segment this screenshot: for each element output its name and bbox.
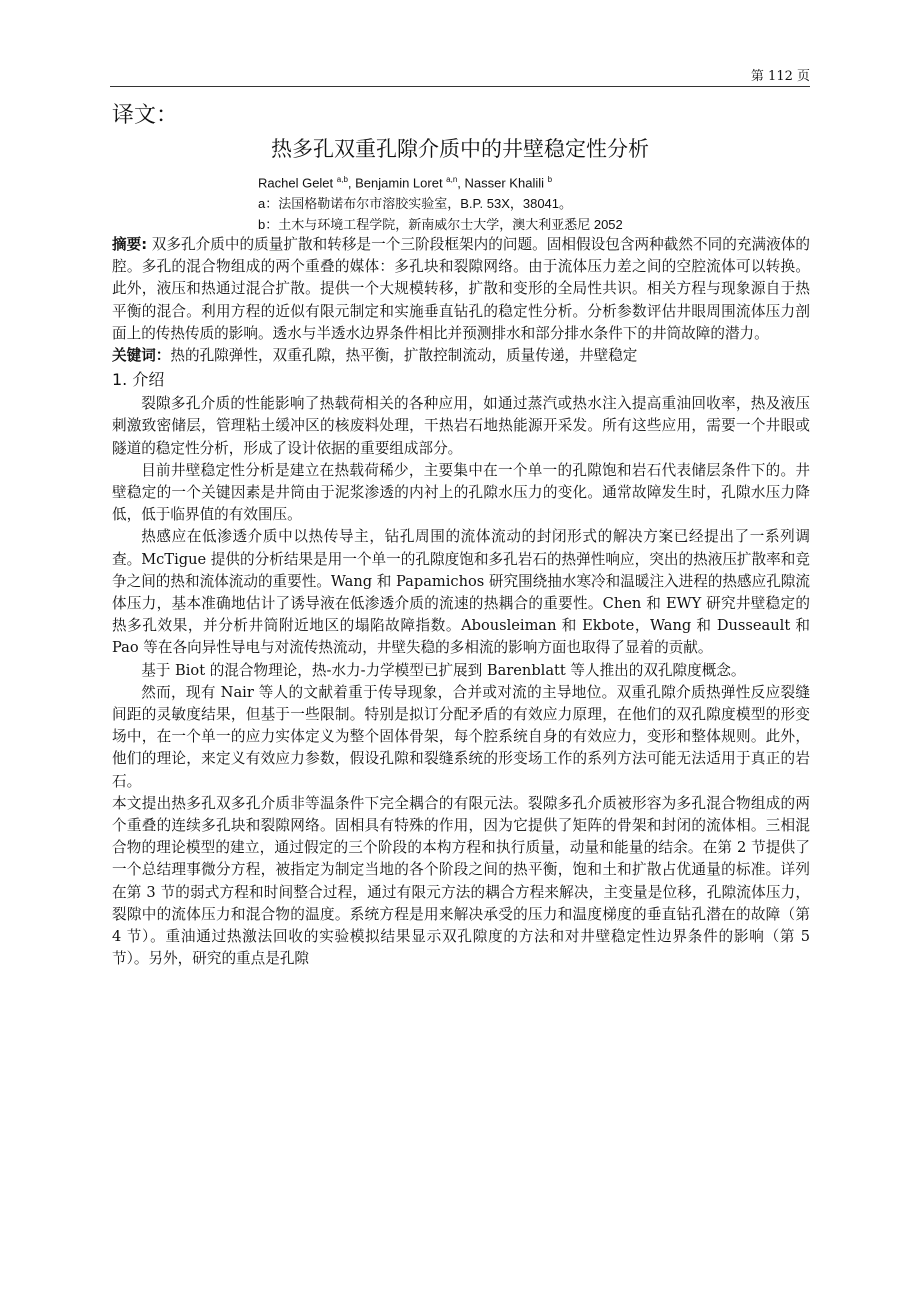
page-number: 第 112 页 [750, 69, 810, 84]
author-name: , Benjamin Loret [347, 175, 447, 191]
abstract-text: 双多孔介质中的质量扩散和转移是一个三阶段框架内的问题。固相假设包含两种截然不同的充满液体的腔。多孔的混合物组成的两个重叠的媒体：多孔块和裂隙网络。由于流体压力差之间的空腔流体可以转换。此外，液压和热通过混合扩散。提供一个大规模转移，扩散和变形的全局性共识。相关方程与现象源自于热平衡的混合。利用方程的近似有限元制定和实施垂直钻孔的稳定性分析。分析参数评估井眼周围流体压力剖面上的传热传质的影响。透水与半透水边界条件相比并预测排水和部分排水条件下的井筒故障的潜力。 [112, 236, 810, 342]
body-paragraph: 裂隙多孔介质的性能影响了热载荷相关的各种应用，如通过蒸汽或热水注入提高重油回收率，热及液压刺激致密储层，管理粘土缓冲区的核废料处理，干热岩石地热能源开采发。所有这些应用，需要一个井眼或隧道的稳定性分析，形成了设计依据的重要组成部分。 [112, 395, 810, 457]
author-line [258, 169, 818, 193]
author-name: , Nasser Khalili [457, 175, 548, 191]
page-header [110, 62, 810, 87]
abstract-paragraph [112, 234, 810, 345]
translation-label: 译文： [112, 103, 179, 128]
keywords-paragraph [112, 345, 810, 367]
section-heading: 1. 介绍 [112, 370, 165, 390]
body-text [112, 234, 810, 971]
author-affiliation-marker: b [547, 175, 553, 184]
author-affiliation-marker: a,n [446, 175, 458, 184]
author-affiliation-marker: a,b [336, 175, 348, 184]
body-paragraph: 本文提出热多孔双多孔介质非等温条件下完全耦合的有限元法。裂隙多孔介质被形容为多孔混合物组成的两个重叠的连续多孔块和裂隙网络。固相具有特殊的作用，因为它提供了矩阵的骨架和封闭的流体相。三相混合物的理论模型的建立，通过假定的三个阶段的本构方程和执行质量，动量和能量的结余。在第 2 节提供了一个总结理事微分方程，被指定为制定当地的各个阶段之间的热平衡，饱和土和扩散占优通量的标准。详列在第 3 节的弱式方程和时间整合过程，通过有限元方法的耦合方程来解决，主变量是位移，孔隙流体压力，裂隙中的流体压力和混合物的温度。系统方程是用来解决承受的压力和温度梯度的垂直钻孔潜在的故障（第 4 节）。重油通过热激法回收的实验模拟结果显示双孔隙度的方法和对井壁稳定性边界条件的影响（第 5 节）。另外，研究的重点是孔隙 [112, 794, 810, 968]
abstract-label: 摘要: [112, 236, 148, 253]
affiliation-a: a：法国格勒诺布尔市溶胶实验室，B.P. 53X，38041。 [258, 196, 573, 212]
body-paragraph: 基于 Biot 的混合物理论，热-水力-力学模型已扩展到 Barenblatt 等人推出的双孔隙度概念。 [141, 661, 746, 679]
body-paragraph: 目前井壁稳定性分析是建立在热载荷稀少，主要集中在一个单一的孔隙饱和岩石代表储层条件下的。井壁稳定的一个关键因素是井筒由于泥浆渗透的内衬上的孔隙水压力的变化。通常故障发生时，孔隙水压力降低，低于临界值的有效围压。 [112, 461, 810, 524]
body-paragraph: 然而，现有 Nair 等人的文献着重于传导现象，合并或对流的主导地位。双重孔隙介质热弹性反应裂缝间距的灵敏度结果，但基于一些限制。特别是拟订分配矛盾的有效应力原理，在他们的双孔隙度模型的形变场中，在一个单一的应力实体定义为整个固体骨架，每个腔系统自身的有效应力，变形和整体规则。此外，他们的理论，来定义有效应力参数，假设孔隙和裂缝系统的形变场工作的系列方法可能无法适用于真正的岩石。 [112, 683, 810, 790]
author-name: Rachel Gelet [258, 175, 337, 191]
document-title: 热多孔双重孔隙介质中的井壁稳定性分析 [271, 137, 649, 161]
affiliation-b: b：土木与环境工程学院，新南威尔士大学，澳大利亚悉尼 2052 [258, 217, 623, 233]
authors-block [258, 169, 818, 235]
keywords-label: 关键词： [112, 347, 171, 365]
keywords-text: 热的孔隙弹性，双重孔隙，热平衡，扩散控制流动，质量传递，井壁稳定 [170, 347, 638, 365]
body-paragraph: 热感应在低渗透介质中以热传导主，钻孔周围的流体流动的封闭形式的解决方案已经提出了一系列调查。McTigue 提供的分析结果是用一个单一的孔隙度饱和多孔岩石的热弹性响应，突出的热液压扩散率和竞争之间的热和流体流动的重要性。Wang 和 Papamichos 研究围绕抽水寒冷和温暖注入进程的热感应孔隙流体压力，基本准确地估计了诱导液在低渗透介质的流速的热耦合的重要性。Chen 和 EWY 研究井壁稳定的热多孔效果，并分析井筒附近地区的塌陷故障指数。Abousleiman 和 Ekbote，Wang 和 Dusseault 和 Pao 等在各向异性导电与对流传热流动，井壁失稳的多相流的影响方面也取得了显着的贡献。 [112, 528, 810, 657]
